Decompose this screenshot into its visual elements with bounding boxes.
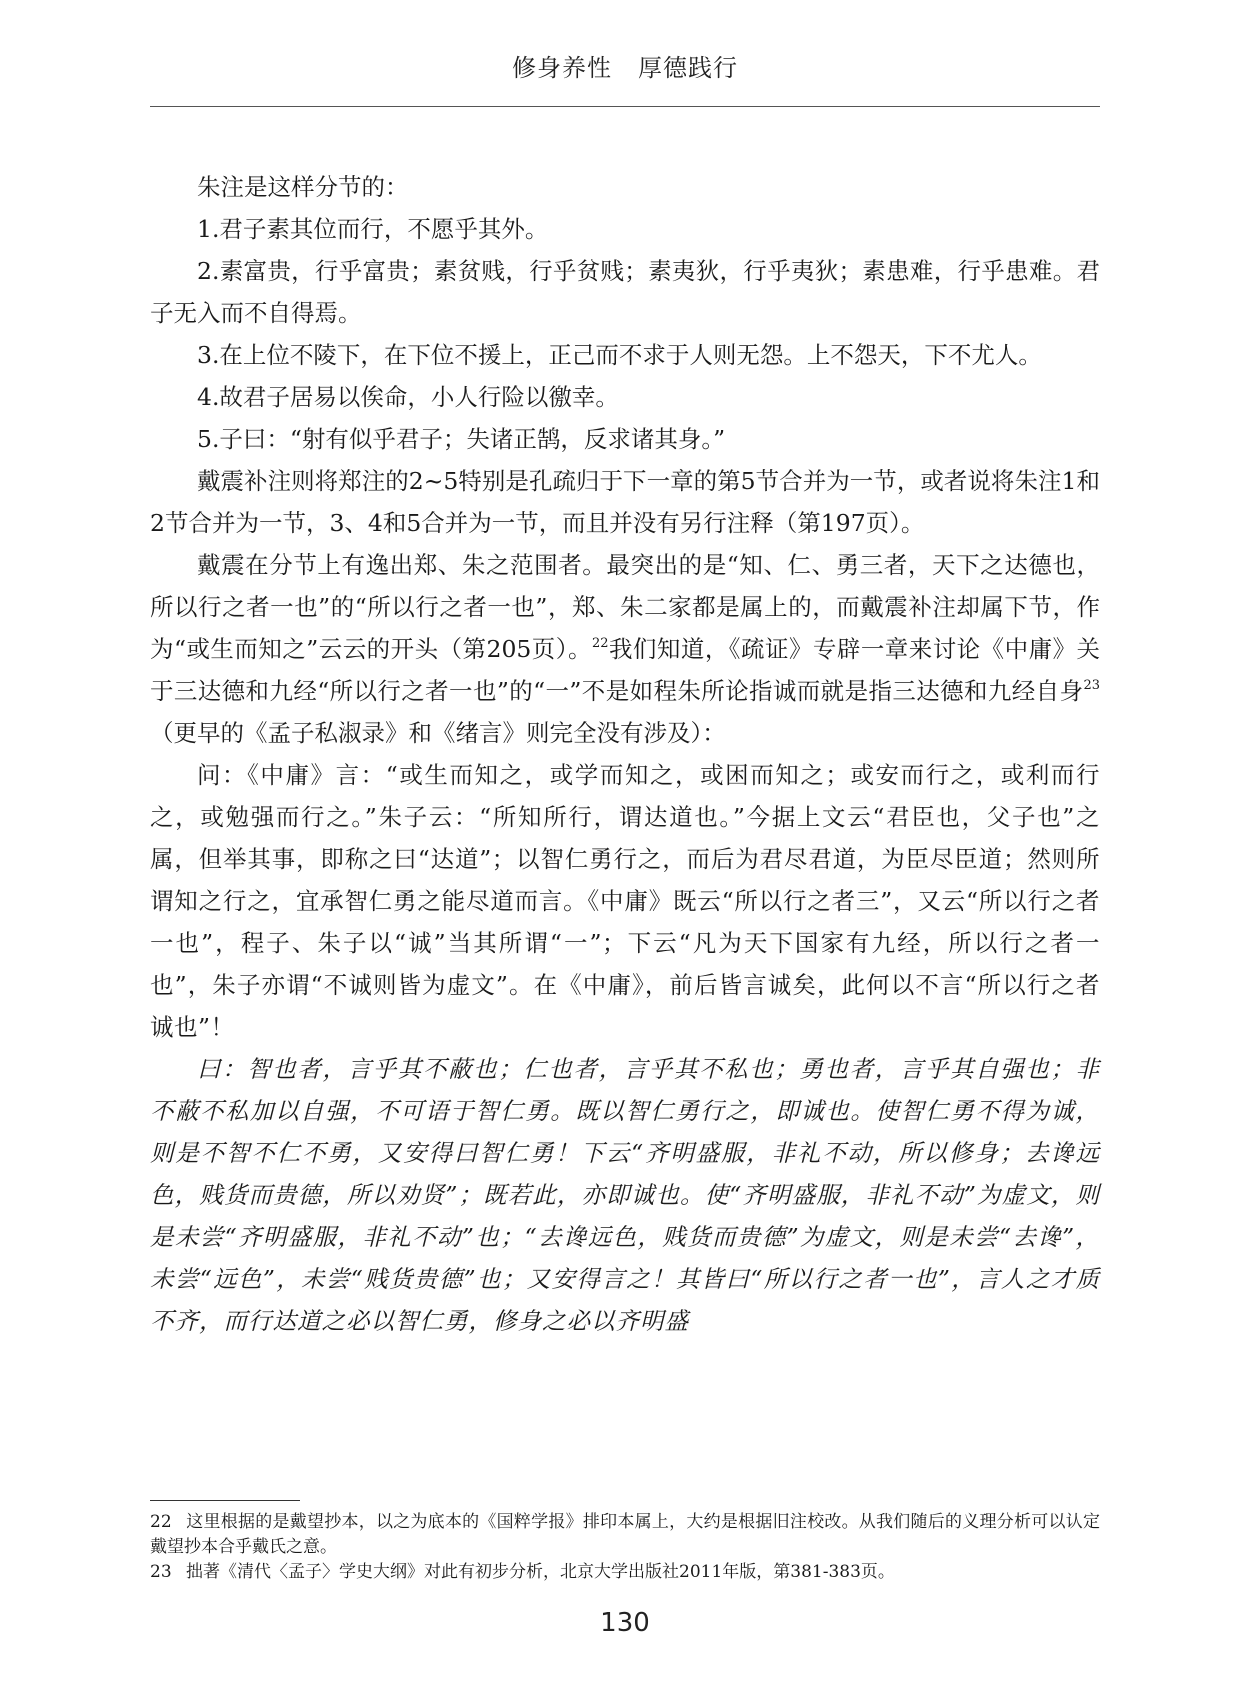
- footnote-number: 22: [150, 1512, 172, 1532]
- footnote-22: [150, 1510, 1100, 1560]
- paragraph: 朱注是这样分节的：: [197, 173, 409, 201]
- page-number: 130: [600, 1608, 650, 1638]
- paragraph: 2.素富贵，行乎富贵；素贫贱，行乎贫贱；素夷狄，行乎夷狄；素患难，行乎患难。君子无入而不自得焉。: [150, 257, 1100, 327]
- footnote-text: 拙著《清代〈孟子〉学史大纲》对此有初步分析，北京大学出版社2011年版，第381-383页。: [186, 1562, 895, 1582]
- footnotes: [150, 1510, 1100, 1585]
- paragraph: 4.故君子居易以俟命，小人行险以徼幸。: [197, 383, 619, 411]
- paragraph: [150, 544, 1100, 754]
- header-rule: [150, 106, 1100, 107]
- block-quote-question: 问：《中庸》言：“或生而知之，或学而知之，或困而知之；或安而行之，或利而行之，或勉强而行之。”朱子云：“所知所行，谓达道也。”今据上文云“君臣也，父子也”之属，但举其事，即称之曰“达道”；以智仁勇行之，而后为君尽君道，为臣尽臣道；然则所谓知之行之，宜承智仁勇之能尽道而言。《中庸》既云“所以行之者三”，又云“所以行之者一也”，程子、朱子以“诚”当其所谓“一”；下云“凡为天下国家有九经，所以行之者一也”，朱子亦谓“不诚则皆为虚文”。在《中庸》，前后皆言诚矣，此何以不言“所以行之者诚也”！: [150, 761, 1100, 1041]
- running-header-left: 修身养性: [512, 54, 612, 82]
- paragraph: 3.在上位不陵下，在下位不援上，正己而不求于人则无怨。上不怨天，下不尤人。: [197, 341, 1042, 369]
- footnote-ref-22[interactable]: 22: [591, 636, 609, 651]
- paragraph-text: 我们知道，《疏证》专辟一章来讨论《中庸》关于三达德和九经“所以行之者一也”的“一”不是如程朱所论指诚而就是指三达德和九经自身: [150, 635, 1100, 705]
- footnote-number: 23: [150, 1562, 172, 1582]
- paragraph-text: （更早的《孟子私淑录》和《绪言》则完全没有涉及）：: [150, 719, 726, 747]
- paragraph-text: 戴震在分节上有逸出郑、朱之范围者。最突出的是“知、仁、勇三者，天下之达德也，所以行之者一也”的“所以行之者一也”，郑、朱二家都是属上的，而戴震补注却属下节，作为“或生而知之”云云的开头（第205页）。: [150, 551, 1100, 663]
- paragraph: 戴震补注则将郑注的2~5特别是孔疏归于下一章的第5节合并为一节，或者说将朱注1和2节合并为一节，3、4和5合并为一节，而且并没有另行注释（第197页）。: [150, 467, 1100, 537]
- footnote-text: 这里根据的是戴望抄本，以之为底本的《国粹学报》排印本属上，大约是根据旧注校改。从我们随后的义理分析可以认定戴望抄本合乎戴氏之意。: [150, 1512, 1100, 1557]
- paragraph: 5.子曰：“射有似乎君子；失诸正鹄，反求诸其身。”: [197, 425, 726, 453]
- paragraph: 1.君子素其位而行，不愿乎其外。: [197, 215, 549, 243]
- footnote-ref-23[interactable]: 23: [1083, 678, 1100, 693]
- running-header-right: 厚德践行: [638, 54, 738, 82]
- block-quote-answer: 曰：智也者，言乎其不蔽也；仁也者，言乎其不私也；勇也者，言乎其自强也；非不蔽不私加以自强，不可语于智仁勇。既以智仁勇行之，即诚也。使智仁勇不得为诚，则是不智不仁不勇，又安得曰智仁勇！下云“齐明盛服，非礼不动，所以修身；去谗远色，贱货而贵德，所以劝贤”；既若此，亦即诚也。使“齐明盛服，非礼不动”为虚文，则是未尝“齐明盛服，非礼不动”也；“去谗远色，贱货而贵德”为虚文，则是未尝“去谗”，未尝“远色”，未尝“贱货贵德”也；又安得言之！其皆曰“所以行之者一也”，言人之才质不齐，而行达道之必以智仁勇，修身之必以齐明盛: [150, 1055, 1100, 1335]
- body-text: [150, 166, 1100, 1342]
- footnote-23: [150, 1560, 1100, 1585]
- running-header: [150, 48, 1100, 83]
- footnote-rule: [150, 1500, 300, 1501]
